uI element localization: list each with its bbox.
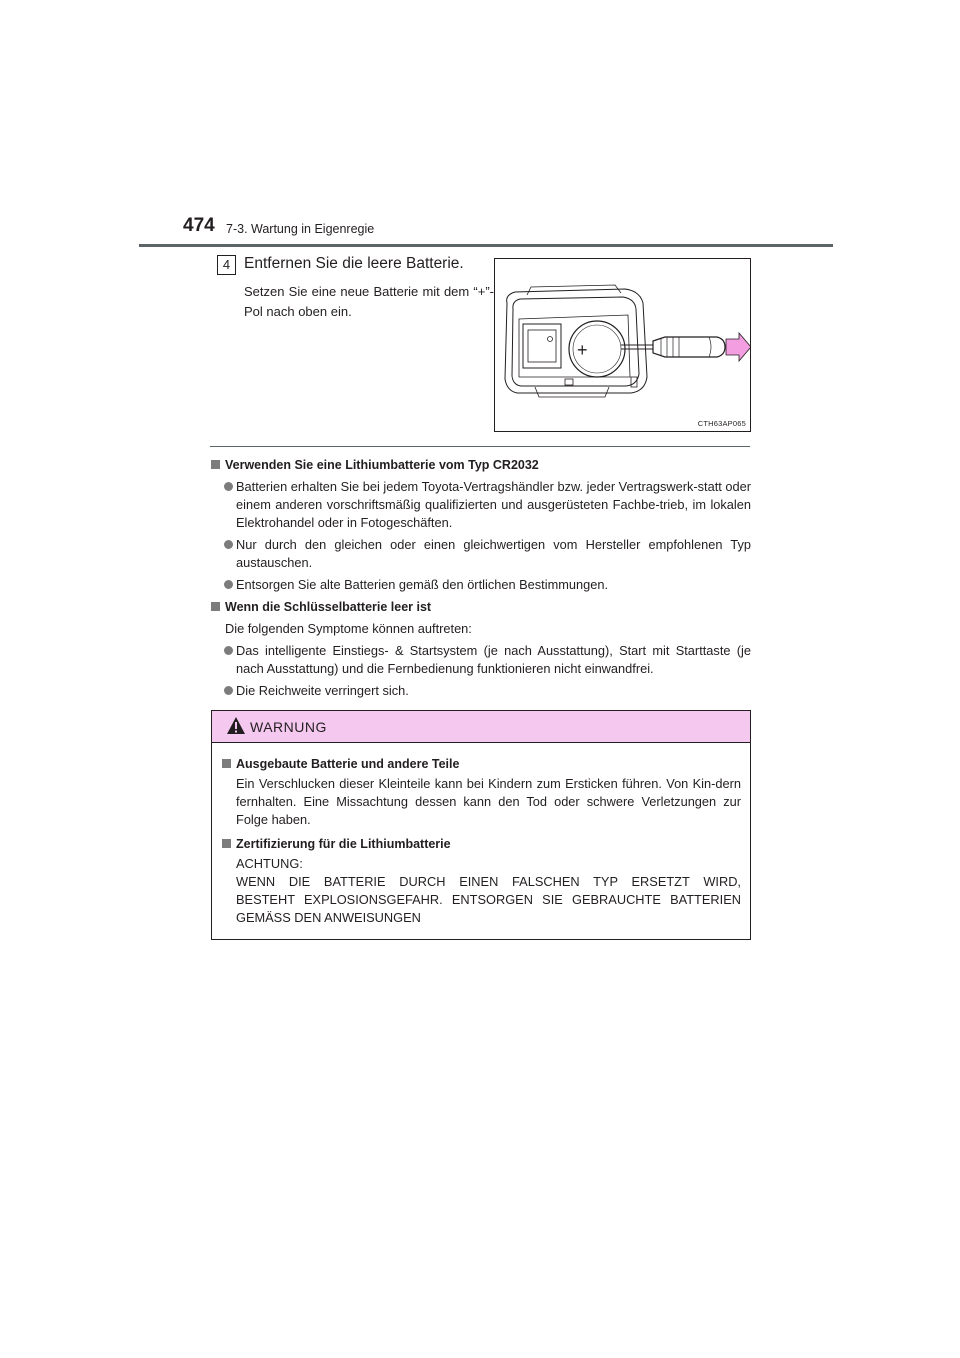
list-item bbox=[210, 682, 751, 700]
warning-line: WENN DIE BATTERIE DURCH EINEN FALSCHEN TYP ERSETZT WIRD, bbox=[236, 874, 741, 889]
step-divider bbox=[210, 446, 750, 447]
warning-section-heading-text: Ausgebaute Batterie und andere Teile bbox=[236, 757, 460, 771]
warning-section-heading bbox=[221, 835, 741, 853]
notes-section bbox=[210, 456, 751, 704]
plus-pole-label: + bbox=[577, 340, 588, 360]
page-number: 474 bbox=[183, 215, 215, 236]
note-heading-text: Verwenden Sie eine Lithiumbatterie vom Typ CR2032 bbox=[225, 458, 539, 472]
warning-section-text bbox=[221, 855, 741, 927]
round-bullet-icon bbox=[224, 482, 233, 491]
direction-arrow-icon bbox=[726, 333, 750, 361]
note-heading-text: Wenn die Schlüsselbatterie leer ist bbox=[225, 600, 432, 614]
key-fob-drawing bbox=[495, 259, 750, 431]
warning-title: WARNUNG bbox=[250, 719, 327, 735]
round-bullet-icon bbox=[224, 540, 233, 549]
warning-section-heading bbox=[221, 755, 741, 773]
list-item bbox=[210, 478, 751, 532]
square-bullet-icon bbox=[211, 460, 220, 469]
warning-header bbox=[212, 711, 750, 743]
note-intro: Die folgenden Symptome können auftreten: bbox=[225, 621, 472, 636]
list-item-text: Batterien erhalten Sie bei jedem Toyota-Vertragshändler bzw. jeder Vertragswerk-statt oder einem anderen vorschriftsmäßig qualifizierten und ausgerüsteten Fachbe-trieb, im lokalen Elektrohandel oder in Fotogeschäften. bbox=[236, 479, 751, 530]
step-number-box: 4 bbox=[217, 255, 236, 275]
list-item bbox=[210, 536, 751, 572]
list-item-text: Nur durch den gleichen oder einen gleichwertigen vom Hersteller empfohlenen Typ austauschen. bbox=[236, 537, 751, 570]
warning-line: BESTEHT EXPLOSIONSGEFAHR. ENTSORGEN SIE GEBRAUCHTE BATTERIEN bbox=[236, 892, 741, 907]
warning-line: ACHTUNG: bbox=[236, 856, 303, 871]
square-bullet-icon bbox=[222, 839, 231, 848]
square-bullet-icon bbox=[222, 759, 231, 768]
warning-triangle-icon bbox=[226, 716, 246, 735]
note-heading bbox=[210, 456, 751, 474]
illustration-code: CTH63AP065 bbox=[697, 419, 746, 428]
list-item-text: Entsorgen Sie alte Batterien gemäß den örtlichen Bestimmungen. bbox=[236, 577, 609, 592]
round-bullet-icon bbox=[224, 646, 233, 655]
step-instruction: Setzen Sie eine neue Batterie mit dem “+”-Pol nach oben ein. bbox=[244, 284, 494, 319]
list-item bbox=[210, 576, 751, 594]
list-item-text: Das intelligente Einstiegs- & Startsystem (je nach Ausstattung), Start mit Starttaste (je nach Ausstattung) und die Fernbedienung funktionieren nicht einwandfrei. bbox=[236, 643, 751, 676]
square-bullet-icon bbox=[211, 602, 220, 611]
battery-removal-illustration bbox=[494, 258, 751, 432]
round-bullet-icon bbox=[224, 686, 233, 695]
warning-box bbox=[211, 710, 751, 940]
header-divider bbox=[139, 244, 833, 247]
warning-section-text: Ein Verschlucken dieser Kleinteile kann bei Kindern zum Ersticken führen. Von Kin-dern fernhalten. Eine Missachtung dessen kann den Tod oder schwere Verletzungen zur Folge haben. bbox=[236, 776, 741, 827]
warning-section-heading-text: Zertifizierung für die Lithiumbatterie bbox=[236, 837, 451, 851]
step-heading: Entfernen Sie die leere Batterie. bbox=[244, 255, 464, 272]
round-bullet-icon bbox=[224, 580, 233, 589]
note-heading bbox=[210, 598, 751, 616]
list-item-text: Die Reichweite verringert sich. bbox=[236, 683, 409, 698]
section-title: 7-3. Wartung in Eigenregie bbox=[226, 222, 375, 236]
list-item bbox=[210, 642, 751, 678]
warning-body bbox=[212, 743, 750, 927]
warning-line: GEMÄSS DEN ANWEISUNGEN bbox=[236, 910, 421, 925]
